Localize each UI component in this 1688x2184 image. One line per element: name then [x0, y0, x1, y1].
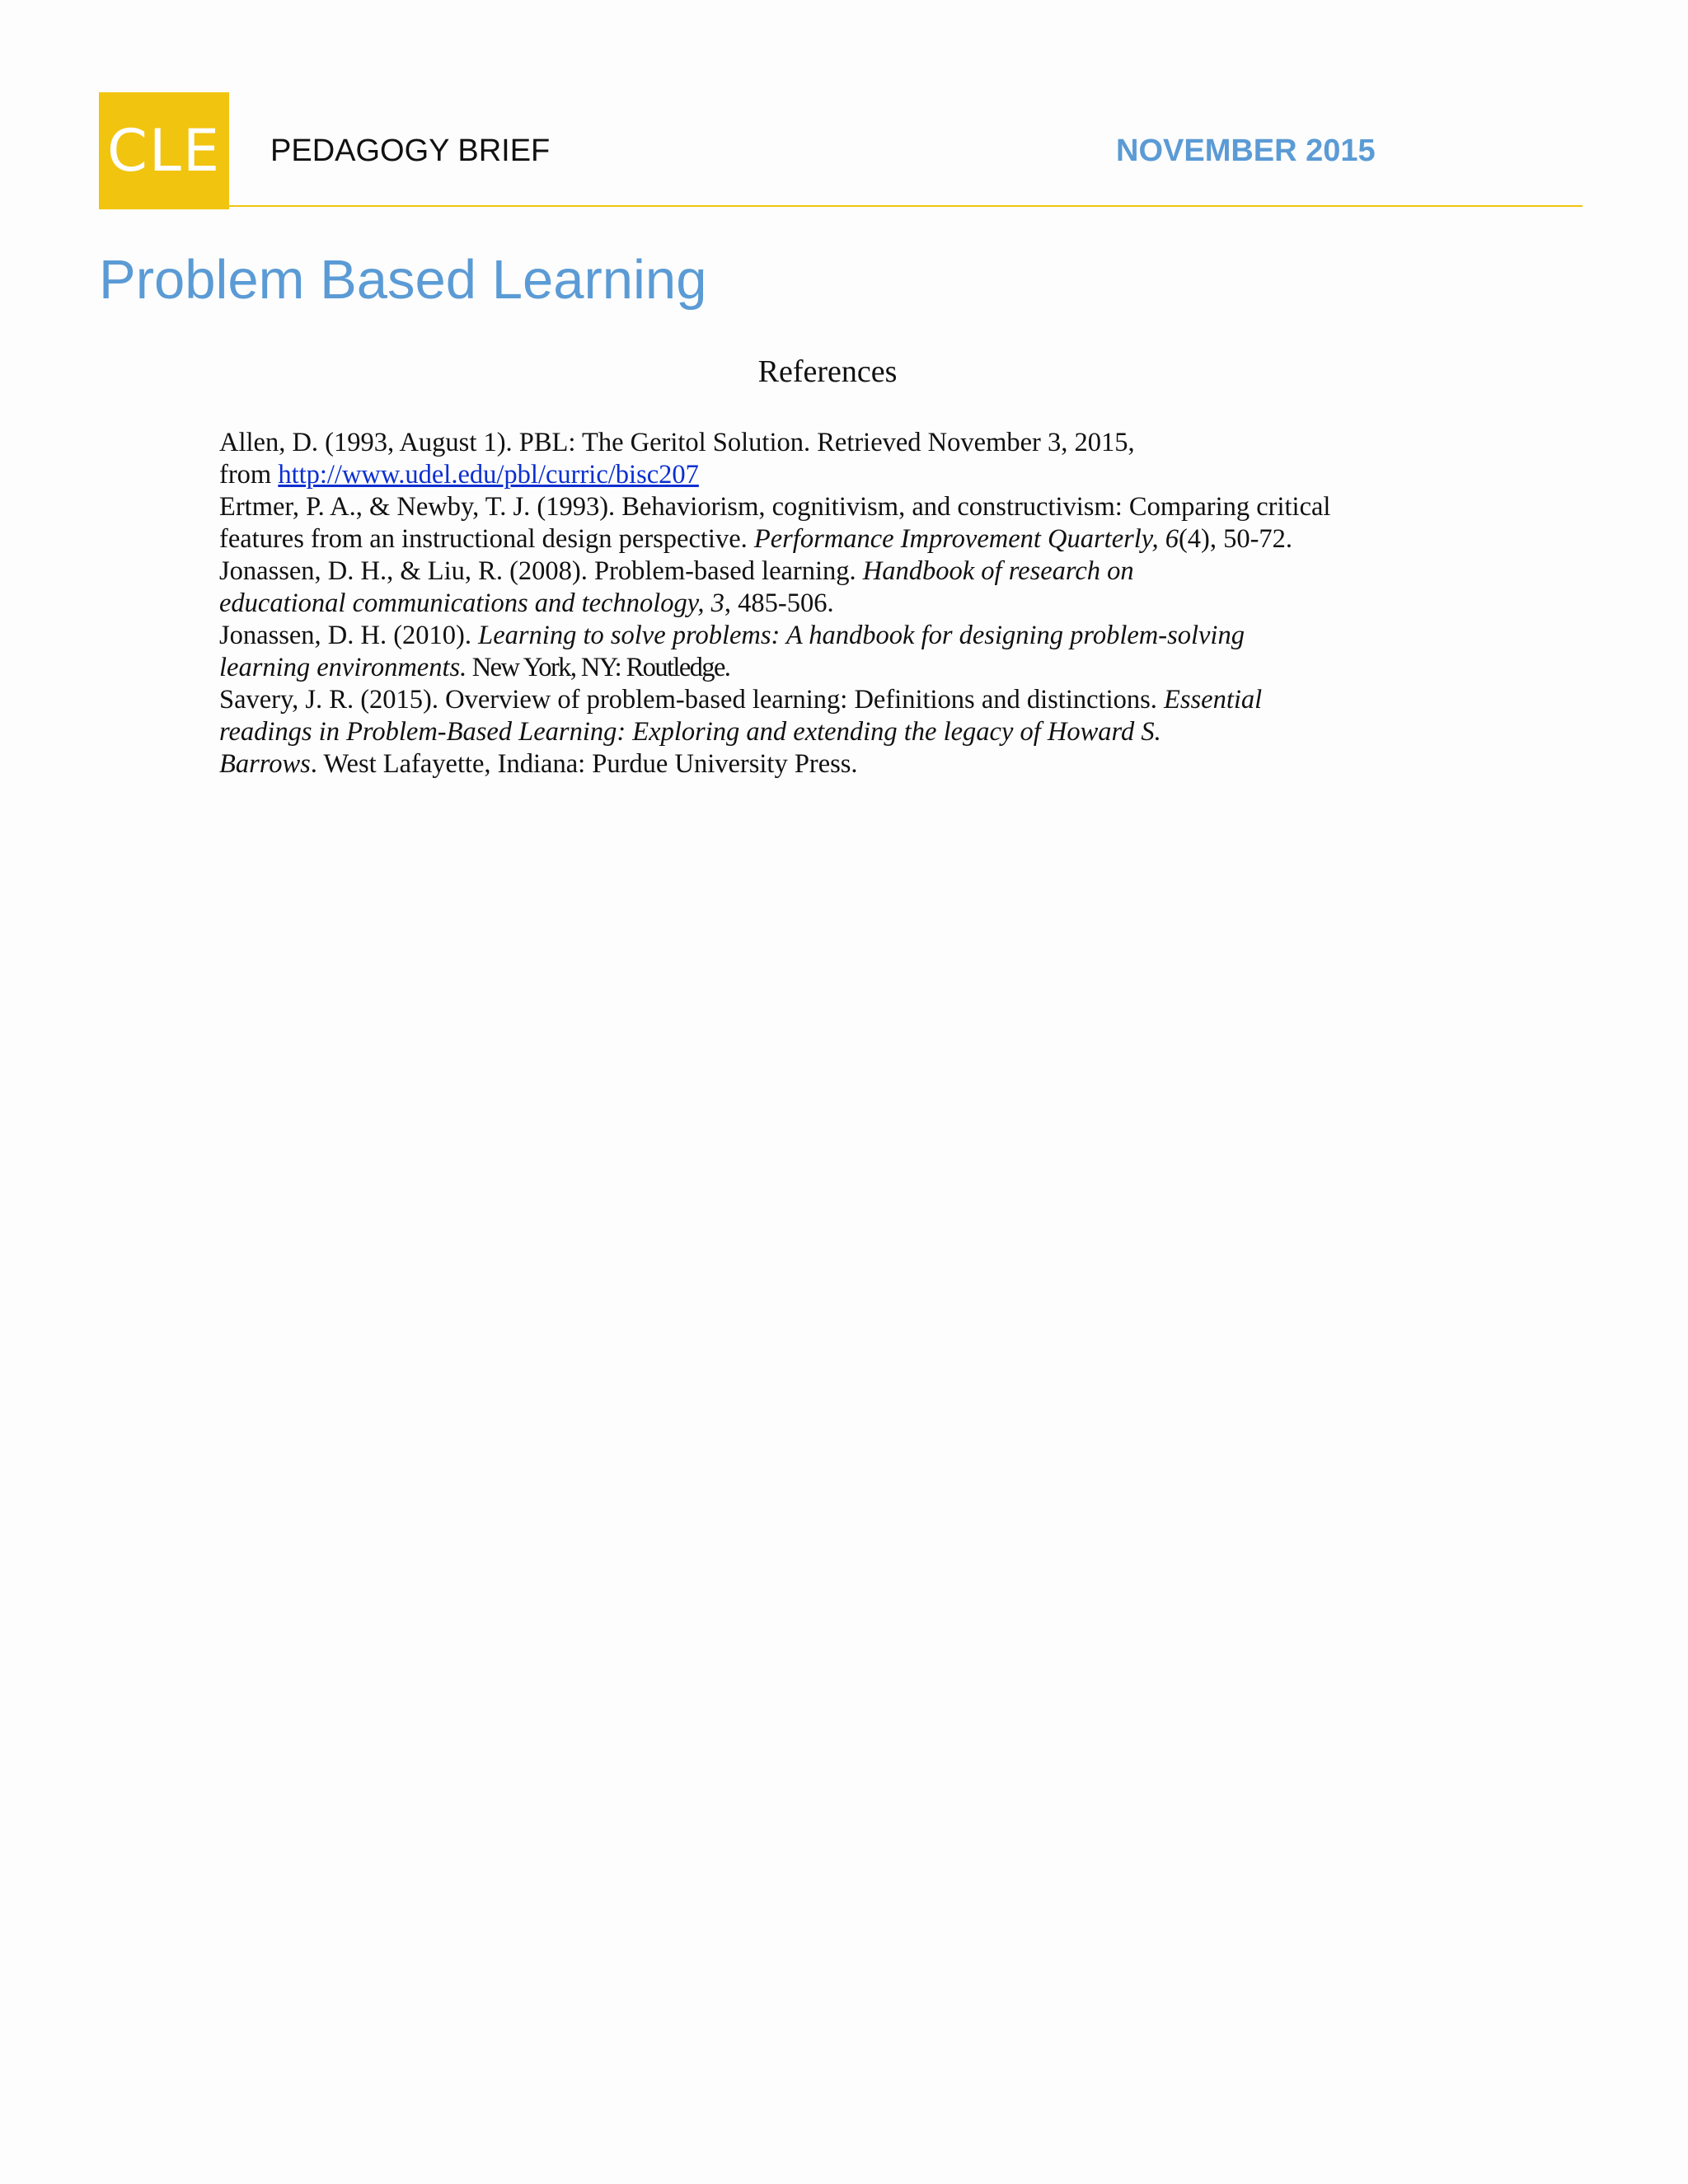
book-title: readings in Problem-Based Learning: Exploring and extending the legacy of Howard S.: [219, 717, 1161, 747]
book-title: Barrows: [219, 749, 311, 779]
reference-text: Jonassen, D. H., & Liu, R. (2008). Problem-based learning.: [219, 556, 863, 586]
reference-item: [219, 491, 1472, 555]
reference-text: . West Lafayette, Indiana: Purdue University Press.: [310, 749, 858, 779]
reference-list: [219, 427, 1472, 780]
reference-item: [219, 620, 1472, 684]
book-title: Learning to solve problems: A handbook for designing problem-solving: [478, 621, 1245, 650]
reference-text: New York, NY: Routledge.: [467, 653, 730, 682]
reference-item: [219, 555, 1472, 620]
reference-text: , 485-506.: [724, 588, 834, 618]
reference-link[interactable]: http://www.udel.edu/pbl/curric/bisc207: [278, 460, 699, 490]
page-title: Problem Based Learning: [99, 249, 707, 311]
reference-text: Jonassen, D. H. (2010).: [219, 621, 479, 650]
reference-text: (4), 50-72.: [1178, 524, 1293, 554]
book-title: learning environments.: [219, 653, 467, 682]
journal-title: Performance Improvement Quarterly, 6: [753, 524, 1179, 554]
logo-text: CLE: [106, 117, 222, 185]
cle-logo: [99, 92, 229, 209]
references-heading: References: [757, 354, 898, 389]
reference-item: [219, 427, 1472, 491]
reference-text: Ertmer, P. A., & Newby, T. J. (1993). Behaviorism, cognitivism, and constructivism: Comparing critical: [219, 492, 1331, 522]
book-title: educational communications and technology, 3: [219, 588, 724, 618]
reference-text: from: [219, 460, 279, 490]
book-title: Essential: [1164, 685, 1263, 715]
brief-label: PEDAGOGY BRIEF: [270, 134, 551, 168]
reference-item: [219, 684, 1472, 780]
reference-text: Savery, J. R. (2015). Overview of problem-based learning: Definitions and distinctions.: [219, 685, 1164, 715]
reference-text: Allen, D. (1993, August 1). PBL: The Geritol Solution. Retrieved November 3, 2015,: [219, 428, 1135, 457]
header-rule: [99, 205, 1582, 207]
reference-text: features from an instructional design perspective.: [219, 524, 754, 554]
book-title: Handbook of research on: [862, 556, 1134, 586]
issue-date: NOVEMBER 2015: [1116, 134, 1376, 168]
